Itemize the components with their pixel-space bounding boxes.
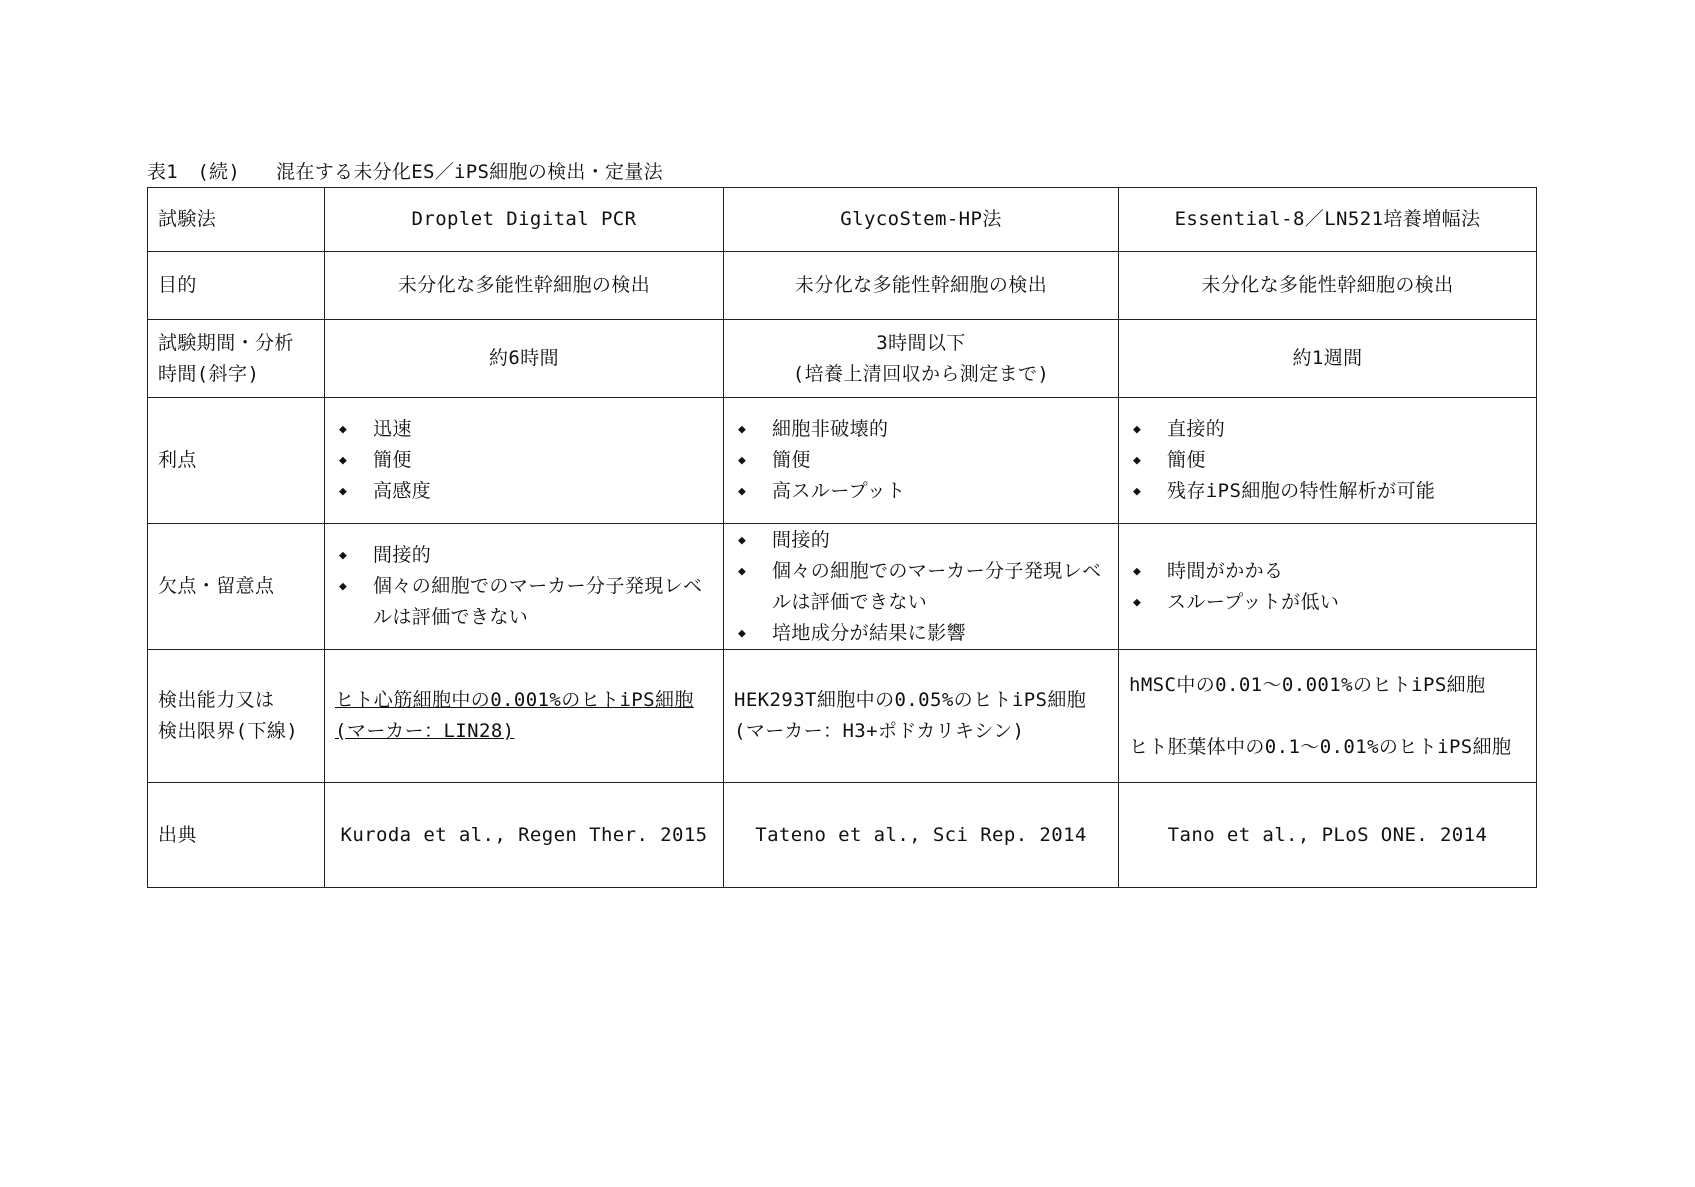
bullet-text: 直接的	[1167, 418, 1226, 440]
source-cell: Tateno et al., Sci Rep. 2014	[724, 783, 1119, 888]
bullet-list	[734, 414, 1108, 507]
diamond-bullet-icon: ◆	[738, 484, 747, 499]
bullet-text: 高感度	[373, 480, 432, 502]
bullet-text: 残存iPS細胞の特性解析が可能	[1167, 480, 1436, 502]
bullet-item	[734, 445, 1108, 476]
advantages-cell	[1119, 398, 1537, 524]
diamond-bullet-icon: ◆	[1133, 563, 1142, 579]
bullet-list	[1129, 556, 1526, 618]
bullet-item	[734, 476, 1108, 507]
bullet-item	[1129, 587, 1526, 618]
diamond-bullet-icon: ◆	[738, 422, 747, 437]
bullet-text: 高スループット	[772, 480, 906, 502]
label-line: 時間(斜字)	[158, 362, 260, 385]
duration-line: 3時間以下	[876, 331, 966, 354]
diamond-bullet-icon: ◆	[339, 453, 348, 468]
row-label-advantages: 利点	[148, 398, 325, 524]
bullet-text: 個々の細胞でのマーカー分子発現レベルは評価できない	[772, 559, 1102, 613]
bullet-text: 簡便	[373, 449, 412, 471]
detection-cell	[724, 650, 1119, 783]
duration-cell	[724, 320, 1119, 398]
row-label-drawbacks: 欠点・留意点	[148, 524, 325, 650]
bullet-item	[1129, 556, 1526, 587]
detection-marker-text: (マーカー：LIN28)	[335, 720, 515, 742]
row-label-method: 試験法	[148, 188, 325, 252]
bullet-item	[335, 571, 713, 633]
diamond-bullet-icon: ◆	[339, 422, 348, 437]
diamond-bullet-icon: ◆	[339, 484, 348, 499]
bullet-list	[1129, 414, 1526, 507]
bullet-text: スループットが低い	[1167, 590, 1340, 613]
bullet-list	[335, 540, 713, 633]
diamond-bullet-icon: ◆	[1133, 484, 1142, 499]
bullet-text: 時間がかかる	[1167, 559, 1284, 582]
duration-line: (培養上清回収から測定まで)	[792, 362, 1050, 385]
label-line: 試験期間・分析	[158, 331, 294, 354]
diamond-bullet-icon: ◆	[339, 548, 348, 563]
purpose-cell: 未分化な多能性幹細胞の検出	[325, 252, 724, 320]
bullet-item	[734, 556, 1108, 618]
table-row	[148, 188, 1537, 252]
methods-table	[147, 187, 1537, 888]
advantages-cell	[724, 398, 1119, 524]
advantages-cell	[325, 398, 724, 524]
purpose-cell: 未分化な多能性幹細胞の検出	[1119, 252, 1537, 320]
bullet-list	[335, 414, 713, 507]
detection-limit-text: ヒト心筋細胞中の0.001%のヒトiPS細胞	[335, 689, 694, 711]
diamond-bullet-icon: ◆	[738, 532, 747, 548]
bullet-item	[1129, 414, 1526, 445]
row-label-detection	[148, 650, 325, 783]
bullet-item	[1129, 476, 1526, 507]
detection-text: ヒト胚葉体中の0.1～0.01%のヒトiPS細胞	[1129, 735, 1512, 758]
bullet-item	[734, 414, 1108, 445]
bullet-text: 迅速	[373, 418, 412, 440]
diamond-bullet-icon: ◆	[1133, 453, 1142, 468]
bullet-text: 簡便	[772, 449, 811, 471]
drawbacks-cell	[724, 524, 1119, 650]
bullet-text: 細胞非破壊的	[772, 418, 889, 440]
table-row	[148, 252, 1537, 320]
diamond-bullet-icon: ◆	[339, 579, 348, 594]
detection-cell	[1119, 650, 1537, 783]
diamond-bullet-icon: ◆	[738, 563, 747, 579]
diamond-bullet-icon: ◆	[1133, 594, 1142, 610]
bullet-item	[734, 525, 1108, 556]
bullet-item	[1129, 445, 1526, 476]
detection-text: HEK293T細胞中の0.05%のヒトiPS細胞	[734, 689, 1087, 711]
diamond-bullet-icon: ◆	[1133, 422, 1142, 437]
column-header-essential8: Essential-8／LN521培養増幅法	[1119, 188, 1537, 252]
purpose-cell: 未分化な多能性幹細胞の検出	[724, 252, 1119, 320]
bullet-text: 間接的	[772, 528, 831, 551]
bullet-item	[734, 618, 1108, 649]
detection-text: hMSC中の0.01～0.001%のヒトiPS細胞	[1129, 673, 1486, 696]
row-label-duration	[148, 320, 325, 398]
column-header-glycostem: GlycoStem-HP法	[724, 188, 1119, 252]
bullet-text: 個々の細胞でのマーカー分子発現レベルは評価できない	[373, 575, 703, 628]
label-line: 検出能力又は	[158, 689, 275, 711]
table-row	[148, 783, 1537, 888]
bullet-item	[335, 414, 713, 445]
diamond-bullet-icon: ◆	[738, 625, 747, 641]
caption-label: 表1 (続)	[147, 161, 241, 183]
bullet-item	[335, 540, 713, 571]
drawbacks-cell	[325, 524, 724, 650]
bullet-text: 培地成分が結果に影響	[772, 621, 967, 644]
label-line: 検出限界(下線)	[158, 720, 299, 742]
table-row	[148, 320, 1537, 398]
detection-cell	[325, 650, 724, 783]
table-row	[148, 398, 1537, 524]
source-cell: Kuroda et al., Regen Ther. 2015	[325, 783, 724, 888]
duration-cell: 約6時間	[325, 320, 724, 398]
row-label-purpose: 目的	[148, 252, 325, 320]
diamond-bullet-icon: ◆	[738, 453, 747, 468]
caption-title: 混在する未分化ES／iPS細胞の検出・定量法	[276, 161, 663, 183]
drawbacks-cell	[1119, 524, 1537, 650]
bullet-list	[734, 525, 1108, 649]
column-header-ddpcr: Droplet Digital PCR	[325, 188, 724, 252]
bullet-text: 間接的	[373, 544, 432, 566]
detection-marker-text: (マーカー：H3+ポドカリキシン)	[734, 720, 1025, 742]
table-row	[148, 524, 1537, 650]
table-caption	[147, 157, 663, 184]
source-cell: Tano et al., PLoS ONE. 2014	[1119, 783, 1537, 888]
table-row	[148, 650, 1537, 783]
duration-cell: 約1週間	[1119, 320, 1537, 398]
row-label-source: 出典	[148, 783, 325, 888]
bullet-item	[335, 445, 713, 476]
bullet-item	[335, 476, 713, 507]
bullet-text: 簡便	[1167, 449, 1206, 471]
